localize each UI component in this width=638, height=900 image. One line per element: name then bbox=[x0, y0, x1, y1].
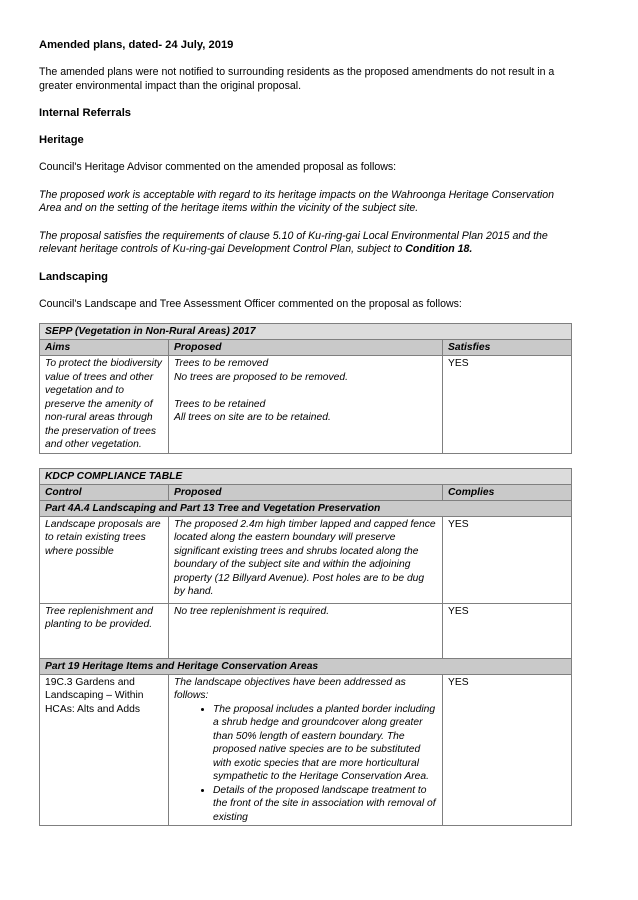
kdcp-row3-complies: YES bbox=[443, 674, 572, 826]
sepp-row-proposed bbox=[169, 356, 443, 454]
para-heritage-quote-2 bbox=[39, 230, 571, 257]
list-item: • The proposal includes a planted border including a shrub hedge and groundcover along greater than 50% length of eastern boundary. The proposed native species are to be substituted with exotic species that are more horticultural sympathetic to the Heritage Conservation Area. bbox=[213, 703, 437, 784]
kdcp-section-1: Part 4A.4 Landscaping and Part 13 Tree and Vegetation Preservation bbox=[40, 500, 572, 516]
kdcp-row2-control: Tree replenishment and planting to be provided. bbox=[40, 603, 169, 658]
table-row bbox=[40, 674, 572, 826]
table-row bbox=[40, 356, 572, 454]
para-amended-plans: The amended plans were not notified to surrounding residents as the proposed amendments do not result in a greater environmental impact than the original proposal. bbox=[39, 66, 555, 92]
kdcp-row3-control: 19C.3 Gardens and Landscaping – Within HCAs: Alts and Adds bbox=[40, 674, 169, 826]
para-landscaping-intro: Council's Landscape and Tree Assessment Officer commented on the proposal as follows: bbox=[39, 297, 462, 310]
kdcp-row1-proposed: The proposed 2.4m high timber lapped and capped fence located along the eastern boundary will preserve significant existing trees and shrubs located along the boundary of the subject site and within the adjoining property (12 Billyard Avenue). Post holes are to be dug by hand. bbox=[169, 516, 443, 603]
kdcp-section-2: Part 19 Heritage Items and Heritage Conservation Areas bbox=[40, 658, 572, 674]
sepp-row-satisfies: YES bbox=[443, 356, 572, 454]
para-heritage-intro: Council's Heritage Advisor commented on the amended proposal as follows: bbox=[39, 161, 397, 173]
sepp-proposed-line-4: All trees on site are to be retained. bbox=[174, 412, 331, 423]
heading-landscaping: Landscaping bbox=[39, 270, 108, 283]
sepp-col-aims: Aims bbox=[40, 340, 169, 356]
kdcp-col-complies: Complies bbox=[443, 484, 572, 500]
condition-reference: Condition 18. bbox=[405, 243, 473, 255]
kdcp-row1-complies: YES bbox=[443, 516, 572, 603]
sepp-proposed-line-3: Trees to be retained bbox=[174, 398, 266, 410]
kdcp-row3-intro: The landscape objectives have been addressed as follows: bbox=[174, 676, 406, 701]
kdcp-row3-proposed bbox=[169, 674, 443, 826]
para-heritage-quote-2-text: The proposal satisfies the requirements of clause 5.10 of Ku-ring-gai Local Environmental Plan 2015 and the relevant heritage controls of Ku-ring-gai Development Control Plan, subject to bbox=[39, 229, 548, 255]
sepp-table-title: SEPP (Vegetation in Non-Rural Areas) 2017 bbox=[40, 324, 572, 340]
heading-internal-referrals: Internal Referrals bbox=[39, 107, 132, 119]
kdcp-table bbox=[39, 468, 572, 827]
table-row bbox=[40, 603, 572, 658]
document-page bbox=[39, 39, 571, 826]
sepp-row-aims: To protect the biodiversity value of trees and other vegetation and to preserve the amenity of non-rural areas through the preservation of trees and other vegetation. bbox=[40, 356, 169, 454]
kdcp-row3-bullets bbox=[174, 703, 437, 825]
para-heritage-quote-1: The proposed work is acceptable with regard to its heritage impacts on the Wahroonga Heritage Conservation Area and on the setting of the heritage items within the vicinity of the subject site. bbox=[39, 188, 555, 214]
list-item: • Details of the proposed landscape treatment to the front of the site in association with removal of existing bbox=[213, 784, 437, 825]
kdcp-col-control: Control bbox=[40, 484, 169, 500]
heading-heritage: Heritage bbox=[39, 134, 84, 146]
kdcp-row2-complies: YES bbox=[443, 603, 572, 658]
sepp-col-proposed: Proposed bbox=[169, 340, 443, 356]
sepp-col-satisfies: Satisfies bbox=[443, 340, 572, 356]
kdcp-table-title: KDCP COMPLIANCE TABLE bbox=[40, 468, 572, 484]
kdcp-row1-control: Landscape proposals are to retain existing trees where possible bbox=[40, 516, 169, 603]
table-row bbox=[40, 516, 572, 603]
sepp-proposed-line-2: No trees are proposed to be removed. bbox=[174, 371, 349, 383]
kdcp-col-proposed: Proposed bbox=[169, 484, 443, 500]
sepp-table bbox=[39, 323, 572, 454]
sepp-proposed-line-1: Trees to be removed bbox=[174, 358, 269, 369]
heading-amended-plans: Amended plans, dated- 24 July, 2019 bbox=[39, 39, 234, 51]
kdcp-row2-proposed: No tree replenishment is required. bbox=[169, 603, 443, 658]
